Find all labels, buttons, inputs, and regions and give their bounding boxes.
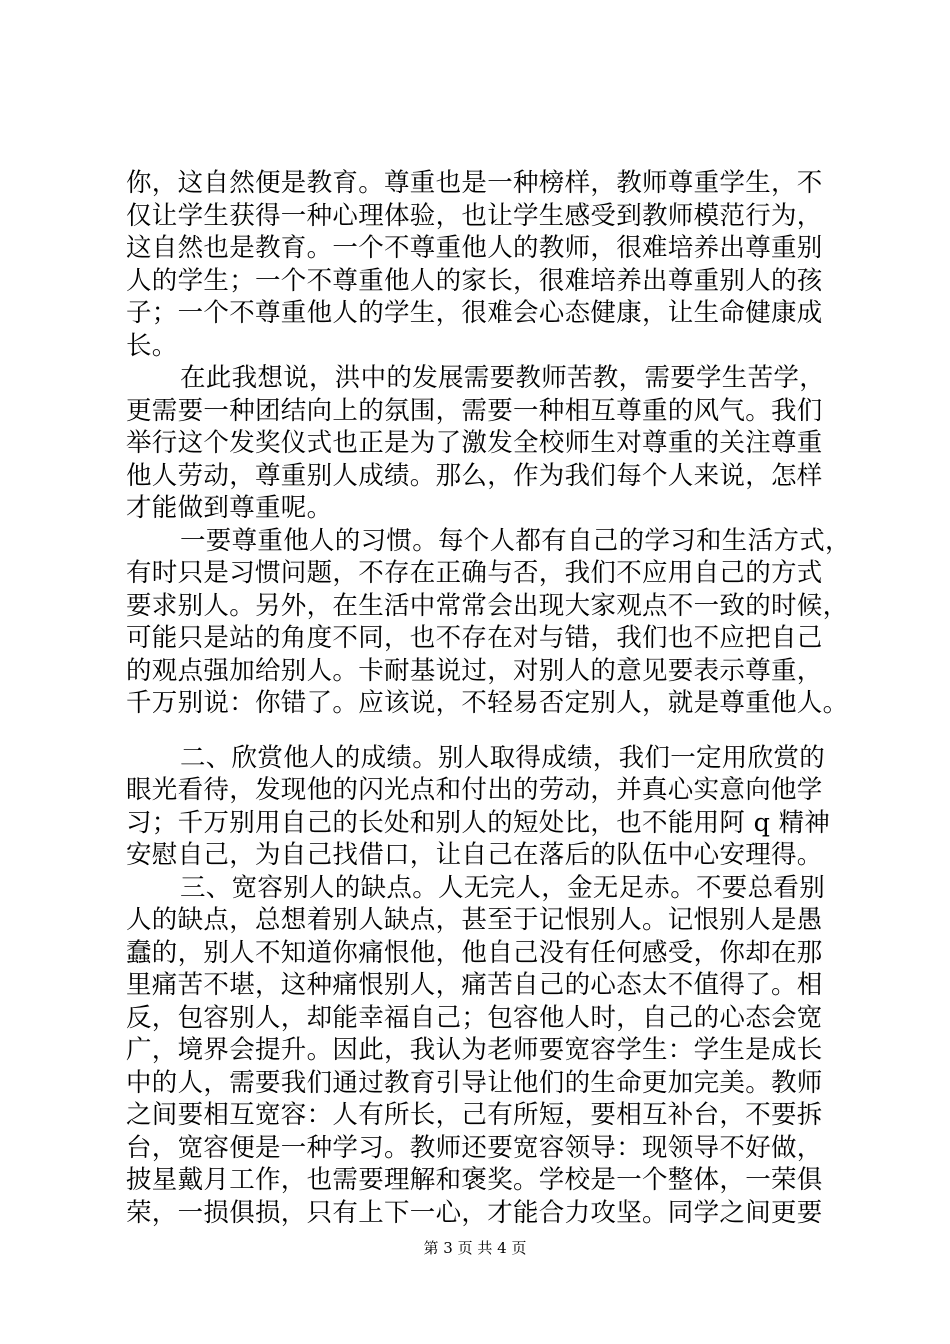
text-line: 千万别说：你错了。应该说，不轻易否定别人，就是尊重他人。: [126, 688, 849, 718]
text-line: 更需要一种团结向上的氛围，需要一种相互尊重的风气。我们: [126, 395, 823, 426]
blank-line: [126, 720, 846, 742]
text-line: 有时只是习惯问题，不存在正确与否，我们不应用自己的方式: [126, 558, 823, 588]
text-line: 在此我想说，洪中的发展需要教师苦教，需要学生苦学，: [180, 363, 826, 393]
text-line: 披星戴月工作，也需要理解和褒奖。学校是一个整体，一荣俱: [126, 1165, 823, 1195]
text-line: 才能做到尊重呢。: [126, 493, 333, 523]
page-footer: 第 3 页 共 4 页: [423, 1239, 527, 1257]
text-line: 一要尊重他人的习惯。每个人都有自己的学习和生活方式，: [180, 525, 851, 556]
text-line: 可能只是站的角度不同，也不存在对与错，我们也不应把自己: [126, 623, 823, 653]
text-line: 要求别人。另外，在生活中常常会出现大家观点不一致的时候，: [126, 590, 849, 621]
text-line: 举行这个发奖仪式也正是为了激发全校师生对尊重的关注尊重: [126, 428, 823, 458]
text-line: 安慰自己，为自己找借口，让自己在落后的队伍中心安理得。: [126, 840, 823, 870]
text-line: 台，宽容便是一种学习。教师还要宽容领导：现领导不好做，: [126, 1132, 823, 1163]
text-line: 中的人，需要我们通过教育引导让他们的生命更加完美。教师: [126, 1067, 823, 1098]
text-line: 蠢的，别人不知道你痛恨他，他自己没有任何感受，你却在那: [126, 937, 823, 968]
text-line: 三、宽容别人的缺点。人无完人，金无足赤。不要总看别: [180, 872, 826, 903]
text-line: 长。: [126, 330, 178, 361]
text-line: 人的学生；一个不尊重他人的家长，很难培养出尊重别人的孩: [126, 265, 823, 296]
text-line: 之间要相互宽容：人有所长，己有所短，要相互补台，不要拆: [126, 1100, 823, 1130]
document-body: [126, 167, 851, 1229]
text-line: 的观点强加给别人。卡耐基说过，对别人的意见要表示尊重，: [126, 655, 823, 686]
text-line: 广，境界会提升。因此，我认为老师要宽容学生：学生是成长: [126, 1035, 823, 1065]
text-line: 这自然也是教育。一个不尊重他人的教师，很难培养出尊重别: [126, 233, 823, 263]
text-line: 习；千万别用自己的长处和别人的短处比，也不能用阿 q 精神: [126, 807, 831, 838]
text-line: 仅让学生获得一种心理体验，也让学生感受到教师模范行为，: [126, 200, 823, 231]
text-line: 他人劳动，尊重别人成绩。那么，作为我们每个人来说，怎样: [126, 460, 823, 491]
text-line: 二、欣赏他人的成绩。别人取得成绩，我们一定用欣赏的: [180, 742, 826, 773]
text-line: 你，这自然便是教育。尊重也是一种榜样，教师尊重学生，不: [126, 168, 823, 198]
text-line: 眼光看待，发现他的闪光点和付出的劳动，并真心实意向他学: [126, 775, 823, 805]
text-line: 人的缺点，总想着别人缺点，甚至于记恨别人。记恨别人是愚: [126, 905, 823, 935]
text-line: 反，包容别人，却能幸福自己；包容他人时，自己的心态会宽: [126, 1002, 823, 1033]
text-line: 里痛苦不堪，这种痛恨别人，痛苦自己的心态太不值得了。相: [126, 970, 823, 1000]
text-line: 子；一个不尊重他人的学生，很难会心态健康，让生命健康成: [126, 298, 823, 328]
text-line: 荣，一损俱损，只有上下一心，才能合力攻坚。同学之间更要: [126, 1197, 823, 1228]
